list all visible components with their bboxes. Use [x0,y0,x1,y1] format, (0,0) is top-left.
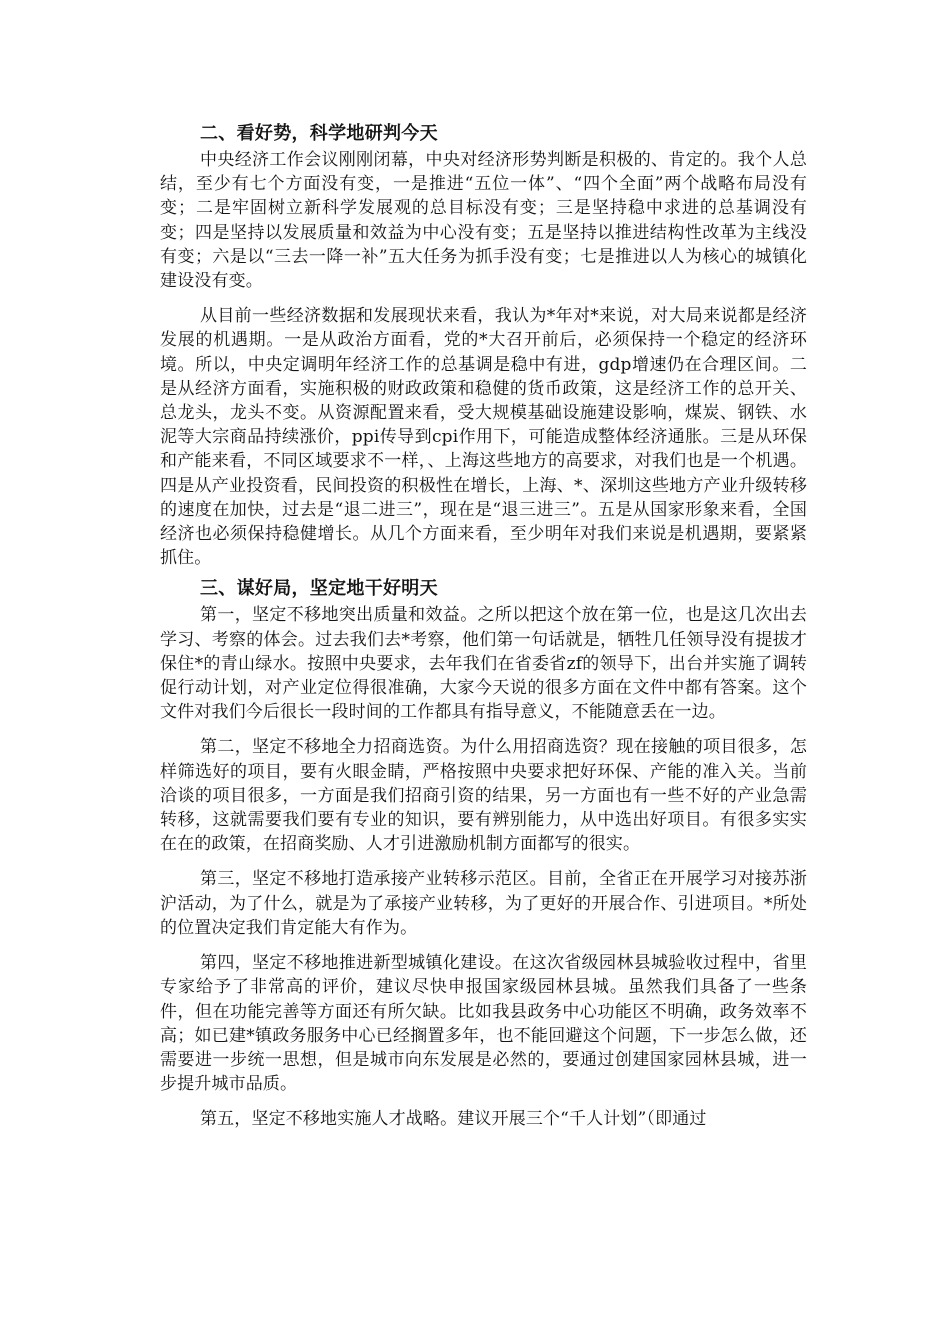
section-heading-2: 二、看好势，科学地研判今天 [200,123,438,144]
document-body [160,120,807,1132]
paragraph: 中央经济工作会议刚刚闭幕，中央对经济形势判断是积极的、肯定的。我个人总结，至少有七个方面没有变，一是推进“五位一体”、“四个全面”两个战略布局没有变；二是牢固树立新科学发展观的总目标没有变；三是坚持稳中求进的总基调没有变；四是坚持以发展质量和效益为中心没有变；五是坚持以推进结构性改革为主线没有变；六是以“三去一降一补”五大任务为抓手没有变；七是推进以人为核心的城镇化建设没有变。 [160,150,807,292]
paragraph: 第四，坚定不移地推进新型城镇化建设。在这次省级园林县城验收过程中，省里专家给予了非常高的评价，建议尽快申报国家级园林县城。虽然我们具备了一些条件，但在功能完善等方面还有所欠缺。比如我县政务中心功能区不明确，政务效率不高；如已建*镇政务服务中心已经搁置多年，也不能回避这个问题，下一步怎么做，还需要进一步统一思想，但是城市向东发展是必然的，要通过创建国家园林县城，进一步提升城市品质。 [160,953,807,1095]
paragraph: 从目前一些经济数据和发展现状来看，我认为*年对*来说，对大局来说都是经济发展的机遇期。一是从政治方面看，党的*大召开前后，必须保持一个稳定的经济环境。所以，中央定调明年经济工作的总基调是稳中有进，gdp增速仍在合理区间。二是从经济方面看，实施积极的财政政策和稳健的货币政策，这是经济工作的总开关、总龙头，龙头不变。从资源配置来看，受大规模基础设施建设影响，煤炭、钢铁、水泥等大宗商品持续涨价，ppi传导到cpi作用下，可能造成整体经济通胀。三是从环保和产能来看，不同区域要求不一样，、上海这些地方的高要求，对我们也是一个机遇。四是从产业投资看，民间投资的积极性在增长，上海、*、深圳这些地方产业升级转移的速度在加快，过去是“退二进三”，现在是“退三进三”。五是从国家形象来看，全国经济也必须保持稳健增长。从几个方面来看，至少明年对我们来说是机遇期，要紧紧抓住。 [160,306,807,569]
paragraph: 第二，坚定不移地全力招商选资。为什么用招商选资？现在接触的项目很多，怎样筛选好的项目，要有火眼金睛，严格按照中央要求把好环保、产能的准入关。当前洽谈的项目很多，一方面是我们招商引资的结果，另一方面也有一些不好的产业急需转移，这就需要我们要有专业的知识，要有辨别能力，从中选出好项目。有很多实实在在的政策，在招商奖励、人才引进激励机制方面都写的很实。 [160,737,807,855]
paragraph: 第五，坚定不移地实施人才战略。建议开展三个“千人计划”（即通过 [200,1109,707,1130]
paragraph: 第三，坚定不移地打造承接产业转移示范区。目前，全省正在开展学习对接苏浙沪活动，为了什么，就是为了承接产业转移，为了更好的开展合作、引进项目。*所处的位置决定我们肯定能大有作为。 [160,869,807,938]
paragraph: 第一，坚定不移地突出质量和效益。之所以把这个放在第一位，也是这几次出去学习、考察的体会。过去我们去*考察，他们第一句话就是，牺牲几任领导没有提拔才保住*的青山绿水。按照中央要求，去年我们在省委省zf的领导下，出台并实施了调转促行动计划，对产业定位得很准确，大家今天说的很多方面在文件中都有答案。这个文件对我们今后很长一段时间的工作都具有指导意义，不能随意丢在一边。 [160,605,807,723]
section-heading-3: 三、谋好局，坚定地干好明天 [200,578,438,600]
